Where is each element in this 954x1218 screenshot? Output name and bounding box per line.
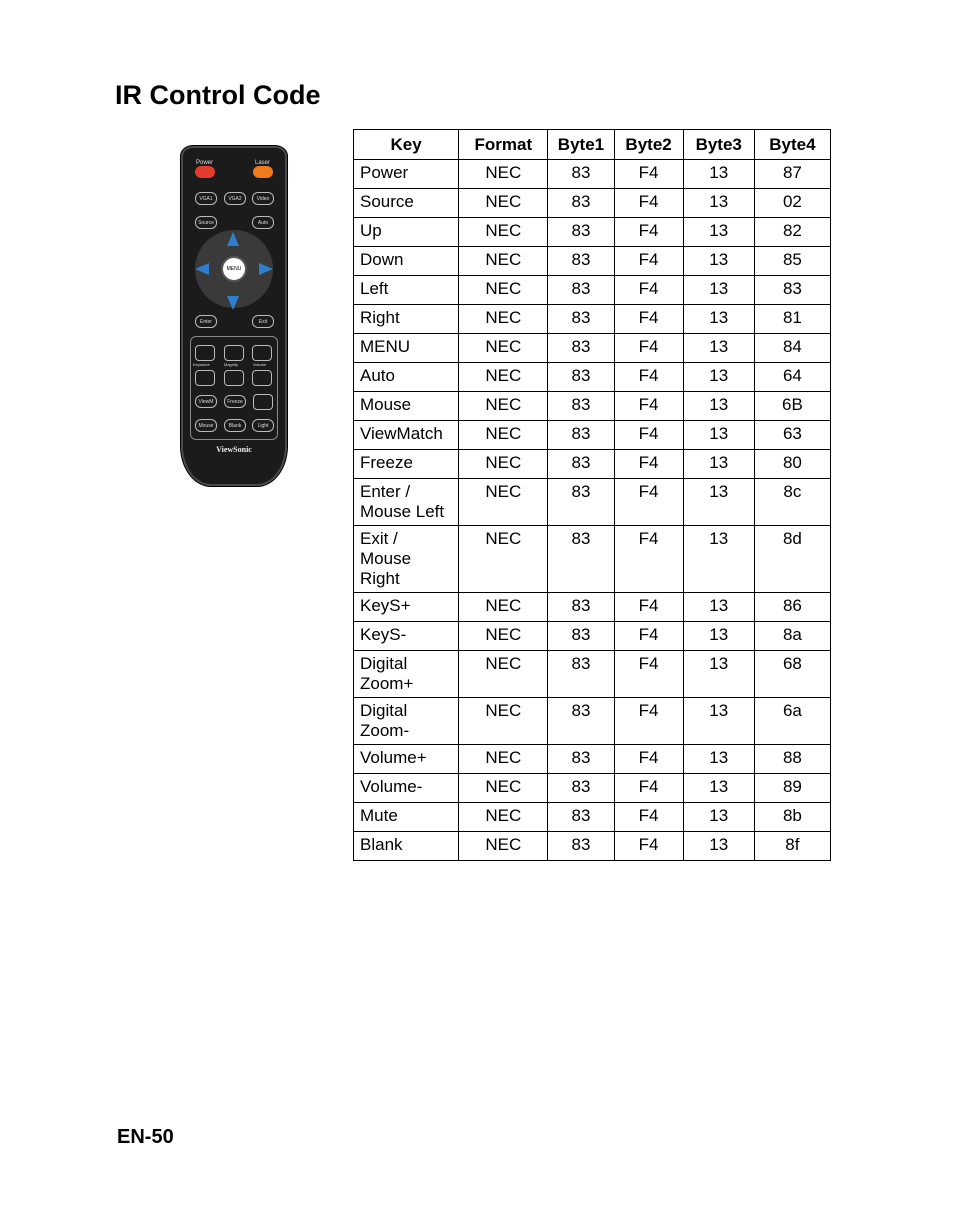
cell-format: NEC <box>459 526 548 593</box>
cell-byte4: 8a <box>754 622 830 651</box>
cell-byte1: 83 <box>548 698 614 745</box>
cell-byte1: 83 <box>548 189 614 218</box>
header-byte2: Byte2 <box>614 130 683 160</box>
up-arrow-icon <box>227 232 239 246</box>
cell-format: NEC <box>459 421 548 450</box>
cell-key: Up <box>354 218 459 247</box>
video-button: Video <box>252 192 274 205</box>
cell-format: NEC <box>459 698 548 745</box>
cell-byte3: 13 <box>683 334 754 363</box>
cell-format: NEC <box>459 450 548 479</box>
cell-byte3: 13 <box>683 392 754 421</box>
table-row <box>354 622 831 651</box>
header-key: Key <box>354 130 459 160</box>
cell-key: Down <box>354 247 459 276</box>
cell-byte4: 81 <box>754 305 830 334</box>
laser-button-icon <box>253 166 273 178</box>
cell-format: NEC <box>459 745 548 774</box>
cell-byte2: F4 <box>614 305 683 334</box>
cell-key: KeyS+ <box>354 593 459 622</box>
cell-format: NEC <box>459 832 548 861</box>
cell-byte4: 8f <box>754 832 830 861</box>
table-row <box>354 651 831 698</box>
cell-key: Blank <box>354 832 459 861</box>
cell-key: Volume+ <box>354 745 459 774</box>
cell-byte3: 13 <box>683 218 754 247</box>
viewm-button: ViewM <box>195 395 217 408</box>
cell-byte2: F4 <box>614 247 683 276</box>
table-row <box>354 276 831 305</box>
cell-format: NEC <box>459 803 548 832</box>
cell-key: Freeze <box>354 450 459 479</box>
table-row <box>354 593 831 622</box>
cell-byte4: 8b <box>754 803 830 832</box>
page-title: IR Control Code <box>115 80 321 110</box>
cell-byte4: 82 <box>754 218 830 247</box>
down-arrow-icon <box>227 296 239 310</box>
cell-byte1: 83 <box>548 774 614 803</box>
cell-key: Volume- <box>354 774 459 803</box>
cell-byte4: 68 <box>754 651 830 698</box>
cell-key: Enter / Mouse Left <box>354 479 459 526</box>
cell-format: NEC <box>459 479 548 526</box>
remote-label-keystone: Keystone <box>193 362 210 367</box>
table-row <box>354 160 831 189</box>
header-byte1: Byte1 <box>548 130 614 160</box>
cell-byte3: 13 <box>683 421 754 450</box>
cell-byte2: F4 <box>614 651 683 698</box>
exit-button: Exit <box>252 315 274 328</box>
cell-byte1: 83 <box>548 450 614 479</box>
power-button-icon <box>195 166 215 178</box>
cell-format: NEC <box>459 160 548 189</box>
enter-button: Enter <box>195 315 217 328</box>
cell-byte4: 8d <box>754 526 830 593</box>
table-row <box>354 774 831 803</box>
cell-byte3: 13 <box>683 832 754 861</box>
cell-byte1: 83 <box>548 421 614 450</box>
cell-byte2: F4 <box>614 334 683 363</box>
cell-byte4: 6B <box>754 392 830 421</box>
cell-byte1: 83 <box>548 363 614 392</box>
cell-byte2: F4 <box>614 392 683 421</box>
cell-format: NEC <box>459 651 548 698</box>
cell-format: NEC <box>459 363 548 392</box>
keystone-down-icon <box>195 370 215 386</box>
cell-key: MENU <box>354 334 459 363</box>
cell-byte2: F4 <box>614 593 683 622</box>
cell-format: NEC <box>459 276 548 305</box>
cell-byte2: F4 <box>614 479 683 526</box>
cell-byte1: 83 <box>548 832 614 861</box>
cell-byte1: 83 <box>548 479 614 526</box>
cell-byte2: F4 <box>614 745 683 774</box>
cell-key: Mouse <box>354 392 459 421</box>
volume-icon <box>252 345 272 361</box>
cell-key: Auto <box>354 363 459 392</box>
cell-byte2: F4 <box>614 622 683 651</box>
table-row <box>354 363 831 392</box>
left-arrow-icon <box>195 263 209 275</box>
cell-byte3: 13 <box>683 593 754 622</box>
cell-byte1: 83 <box>548 247 614 276</box>
cell-format: NEC <box>459 593 548 622</box>
table-row <box>354 247 831 276</box>
cell-byte1: 83 <box>548 651 614 698</box>
cell-byte4: 8c <box>754 479 830 526</box>
cell-byte3: 13 <box>683 450 754 479</box>
source-button: Source <box>195 216 217 229</box>
ir-code-table <box>353 129 831 861</box>
cell-byte1: 83 <box>548 160 614 189</box>
blank-button: Blank <box>224 419 246 432</box>
remote-label-power: Power <box>196 160 214 166</box>
cell-byte3: 13 <box>683 247 754 276</box>
vga1-button: VGA1 <box>195 192 217 205</box>
cell-byte2: F4 <box>614 832 683 861</box>
cell-byte1: 83 <box>548 334 614 363</box>
remote-label-laser: Laser <box>255 160 271 166</box>
cell-byte4: 83 <box>754 276 830 305</box>
cell-key: Digital Zoom- <box>354 698 459 745</box>
cell-byte1: 83 <box>548 622 614 651</box>
cell-byte3: 13 <box>683 363 754 392</box>
cell-key: Left <box>354 276 459 305</box>
cell-byte4: 63 <box>754 421 830 450</box>
remote-label-volume: Volume <box>253 362 267 367</box>
light-button: Light <box>252 419 274 432</box>
cell-byte3: 13 <box>683 189 754 218</box>
header-byte4: Byte4 <box>754 130 830 160</box>
cell-byte1: 83 <box>548 803 614 832</box>
auto-button: Auto <box>252 216 274 229</box>
table-row <box>354 189 831 218</box>
table-row <box>354 334 831 363</box>
header-format: Format <box>459 130 548 160</box>
cell-byte4: 84 <box>754 334 830 363</box>
cell-format: NEC <box>459 247 548 276</box>
volume-down-icon <box>252 370 272 386</box>
zoom-out-icon <box>224 370 244 386</box>
cell-key: KeyS- <box>354 622 459 651</box>
cell-byte3: 13 <box>683 276 754 305</box>
cell-byte1: 83 <box>548 218 614 247</box>
cell-byte3: 13 <box>683 698 754 745</box>
cell-byte1: 83 <box>548 745 614 774</box>
cell-byte4: 86 <box>754 593 830 622</box>
cell-format: NEC <box>459 189 548 218</box>
cell-byte2: F4 <box>614 450 683 479</box>
cell-byte4: 85 <box>754 247 830 276</box>
cell-byte1: 83 <box>548 392 614 421</box>
cell-format: NEC <box>459 334 548 363</box>
cell-byte3: 13 <box>683 526 754 593</box>
header-byte3: Byte3 <box>683 130 754 160</box>
magnify-icon <box>224 345 244 361</box>
cell-format: NEC <box>459 774 548 803</box>
cell-byte1: 83 <box>548 305 614 334</box>
cell-byte3: 13 <box>683 479 754 526</box>
table-row <box>354 450 831 479</box>
mute-icon <box>253 394 273 410</box>
table-row <box>354 479 831 526</box>
cell-format: NEC <box>459 305 548 334</box>
cell-byte2: F4 <box>614 363 683 392</box>
cell-key: Mute <box>354 803 459 832</box>
remote-control-image <box>181 146 287 486</box>
cell-byte3: 13 <box>683 745 754 774</box>
cell-byte2: F4 <box>614 218 683 247</box>
menu-button: MENU <box>221 256 247 282</box>
cell-byte3: 13 <box>683 774 754 803</box>
freeze-button: Freeze <box>224 395 246 408</box>
cell-byte3: 13 <box>683 622 754 651</box>
cell-byte2: F4 <box>614 189 683 218</box>
cell-byte4: 88 <box>754 745 830 774</box>
remote-brand-logo: ViewSonic <box>216 445 252 454</box>
cell-key: Exit / Mouse Right <box>354 526 459 593</box>
table-header-row <box>354 130 831 160</box>
cell-byte1: 83 <box>548 526 614 593</box>
cell-key: Source <box>354 189 459 218</box>
mouse-button: Mouse <box>195 419 217 432</box>
right-arrow-icon <box>259 263 273 275</box>
remote-label-magnify: Magnify <box>224 362 239 367</box>
table-row <box>354 698 831 745</box>
cell-byte1: 83 <box>548 276 614 305</box>
table-row <box>354 421 831 450</box>
cell-byte2: F4 <box>614 774 683 803</box>
table-row <box>354 392 831 421</box>
cell-byte4: 89 <box>754 774 830 803</box>
table-row <box>354 803 831 832</box>
cell-format: NEC <box>459 392 548 421</box>
table-row <box>354 305 831 334</box>
vga2-button: VGA2 <box>224 192 246 205</box>
cell-byte2: F4 <box>614 698 683 745</box>
table-row <box>354 218 831 247</box>
cell-byte4: 02 <box>754 189 830 218</box>
cell-byte2: F4 <box>614 160 683 189</box>
cell-key: Right <box>354 305 459 334</box>
cell-byte4: 64 <box>754 363 830 392</box>
keystone-icon <box>195 345 215 361</box>
cell-key: Power <box>354 160 459 189</box>
cell-byte3: 13 <box>683 305 754 334</box>
cell-byte2: F4 <box>614 276 683 305</box>
page-number: EN-50 <box>117 1126 174 1148</box>
cell-key: ViewMatch <box>354 421 459 450</box>
cell-byte3: 13 <box>683 160 754 189</box>
cell-byte2: F4 <box>614 526 683 593</box>
cell-byte3: 13 <box>683 651 754 698</box>
table-row <box>354 832 831 861</box>
cell-byte4: 6a <box>754 698 830 745</box>
cell-byte4: 80 <box>754 450 830 479</box>
cell-byte4: 87 <box>754 160 830 189</box>
cell-key: Digital Zoom+ <box>354 651 459 698</box>
table-row <box>354 745 831 774</box>
cell-format: NEC <box>459 218 548 247</box>
table-row <box>354 526 831 593</box>
cell-byte2: F4 <box>614 803 683 832</box>
cell-format: NEC <box>459 622 548 651</box>
cell-byte3: 13 <box>683 803 754 832</box>
cell-byte1: 83 <box>548 593 614 622</box>
cell-byte2: F4 <box>614 421 683 450</box>
